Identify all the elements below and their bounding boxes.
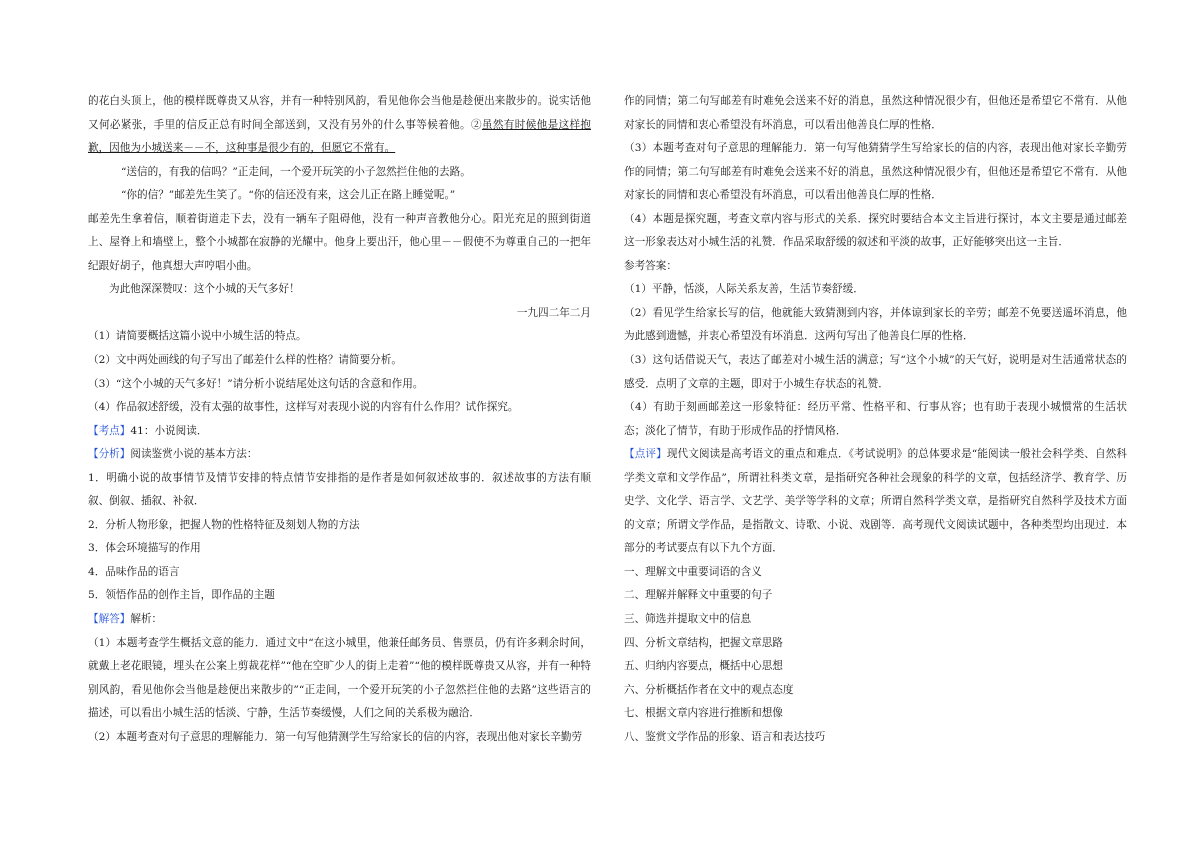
kaodian-tag: 【考点】	[88, 424, 131, 437]
kaodian-text: 41：小说阅读．	[130, 424, 208, 437]
answer-analysis-2: （2）本题考查对句子意思的理解能力．第一句写他猜测学生写给家长的信的内容，表现出他对家长辛勤劳	[88, 730, 583, 743]
method-item: 3．体会环境描写的作用	[88, 542, 201, 555]
story-date: 一九四二年二月	[516, 306, 591, 319]
exam-point: 二、理解并解释文中重要的句子	[624, 589, 773, 602]
fenxi-section	[88, 443, 591, 467]
reference-answer-2: （2）看见学生给家长写的信，他就能大致猜测到内容，并体谅到家长的辛劳；邮差不免要送遥坏消息，他为此感到遗憾，并衷心希望没有坏消息．这两句写出了他善良仁厚的性格．	[624, 306, 1127, 343]
question-4: （4）作品叙述舒缓，没有太强的故事性，这样写对表现小说的内容有什么作用？试作探究。	[88, 401, 519, 414]
left-column	[88, 90, 591, 749]
answer-analysis-2-cont: 作的同情；第二句写邮差有时难免会送来不好的消息，虽然这种情况很少有，但他还是希望它不常有．从他对家长的同情和衷心希望没有坏消息，可以看出他善良仁厚的性格．	[624, 95, 1127, 131]
reference-answer-heading: 参考答案：	[624, 259, 677, 272]
dianping-tag: 【点评】	[624, 448, 667, 461]
reference-answer-1: （1）平静，恬淡，人际关系友善，生活节奏舒缓．	[624, 283, 864, 296]
reference-answer-4: （4）有助于刻画邮差这一形象特征：经历平常、性格平和、行事从容；也有助于表现小城惯常的生活状态；淡化了情节，有助于形成作品的抒情风格．	[624, 401, 1127, 437]
kaodian-section	[88, 420, 591, 444]
story-paragraph: 为此他深深赞叹：这个小城的天气多好！	[109, 283, 300, 296]
story-text: 的花白头顶上，他的模样既尊贵又从容，并有一种特别风韵，看见他你会当他是趁便出来散步的。说实话他又何必紧张，手里的信反正总有时间全部送到，又没有另外的什么事等候着他。②	[88, 95, 591, 131]
answer-analysis-1: （1）本题考查学生概括文意的能力．通过文中“在这小城里，他兼任邮务员、售票员，仍有许多剩余时间，就戴上老花眼镜，埋头在公案上剪裁花样”“他在空旷少人的街上走着”“他的模样既尊贵又从容，并有一种特别风韵，看见他你会当他是趁便出来散步的”“正走间，一个爱开玩笑的小子忽然拦住他的去路”这些语言的描述，可以看出小城生活的恬淡、宁静，生活节奏缓慢，人们之间的关系极为融洽．	[88, 636, 591, 720]
dianping-text: 现代文阅读是高考语文的重点和难点．《考试说明》的总体要求是“能阅读一般社会科学类、自然科学类文章和文学作品”，所谓社科类文章，是指研究各种社会现象的科学的文章，包括经济学、教育学、历史学、文化学、语言学、文艺学、美学等学科的文章；所谓自然科学类文章，是指研究自然科学及技术方面的文章；所谓文学作品，是指散文、诗歌、小说、戏剧等．高考现代文阅读试题中，各种类型均出现过．本部分的考试要点有以下九个方面．	[624, 448, 1128, 555]
exam-point: 四、分析文章结构，把握文章思路	[624, 636, 783, 649]
question-1: （1）请简要概括这篇小说中小城生活的特点。	[88, 330, 307, 343]
fenxi-tag: 【分析】	[88, 448, 131, 461]
method-item: 4．品味作品的语言	[88, 565, 180, 578]
story-paragraph	[88, 90, 591, 161]
story-dialogue: “送信的，有我的信吗？”正走间，一个爱开玩笑的小子忽然拦住他的去路。	[121, 165, 471, 178]
story-dialogue: “你的信？”邮差先生笑了。“你的信还没有来，这会儿正在路上睡觉呢。”	[121, 189, 456, 202]
exam-point: 七、根据文章内容进行推断和想像	[624, 707, 783, 720]
exam-point: 三、筛选并提取文中的信息	[624, 613, 752, 626]
exam-point: 一、理解文中重要词语的含义	[624, 565, 762, 578]
exam-point: 八、鉴赏文学作品的形象、语言和表达技巧	[624, 730, 826, 743]
method-item: 2．分析人物形象，把握人物的性格特征及刻划人物的方法	[88, 518, 360, 531]
method-item: 1．明确小说的故事情节及情节安排的特点情节安排指的是作者是如何叙述故事的．叙述故事的方法有顺叙、倒叙、插叙、补叙．	[88, 471, 591, 508]
underlined-sentence: 虽然有时候他是这样抱歉，因他为小城送来－－不，这种事是很少有的，但愿它不常有。	[88, 118, 591, 155]
exam-point: 六、分析概括作者在文中的观点态度	[624, 683, 794, 696]
fenxi-text: 阅读鉴赏小说的基本方法：	[130, 448, 258, 461]
exam-point: 五、归纳内容要点，概括中心思想	[624, 660, 783, 673]
answer-analysis-4: （4）本题是探究题，考查文章内容与形式的关系．探究时要结合本文主旨进行探讨，本文主要是通过邮差这一形象表达对小城生活的礼赞．作品采取舒缓的叙述和平淡的故事，正好能够突出这一主旨．	[624, 212, 1127, 249]
question-3: （3）“这个小城的天气多好！”请分析小说结尾处这句话的含意和作用。	[88, 377, 424, 390]
jieda-section	[88, 608, 591, 632]
story-paragraph: 邮差先生拿着信，顺着街道走下去，没有一辆车子阻碍他，没有一种声音教他分心。阳光充足的照到街道上、屋脊上和墙壁上，整个小城都在寂静的光耀中。他身上要出汗，他心里－－假使不为尊重自己的一把年纪跟好胡子，他真想大声哼唱小曲。	[88, 212, 591, 272]
answer-analysis-3: （3）本题考查对句子意思的理解能力．第一句写他猜猜学生写给家长的信的内容，表现出他对家长辛勤劳作的同情；第二句写邮差有时难免会送来不好的消息，虽然这种情况很少有，但他还是希望它不常有．从他对家长的同情和衷心希望没有坏消息，可以看出他善良仁厚的性格．	[624, 142, 1127, 202]
jieda-text: 解析：	[130, 613, 163, 626]
right-column	[624, 90, 1127, 749]
method-item: 5．领悟作品的创作主旨，即作品的主题	[88, 589, 275, 602]
dianping-section	[624, 443, 1127, 561]
reference-answer-3: （3）这句话借说天气，表达了邮差对小城生活的满意；写“这个小城”的天气好，说明是对生活通常状态的感受．点明了文章的主题，即对于小城生存状态的礼赞．	[624, 354, 1127, 390]
jieda-tag: 【解答】	[88, 613, 131, 626]
question-2: （2）文中两处画线的句子写出了邮差什么样的性格？请简要分析。	[88, 354, 402, 367]
